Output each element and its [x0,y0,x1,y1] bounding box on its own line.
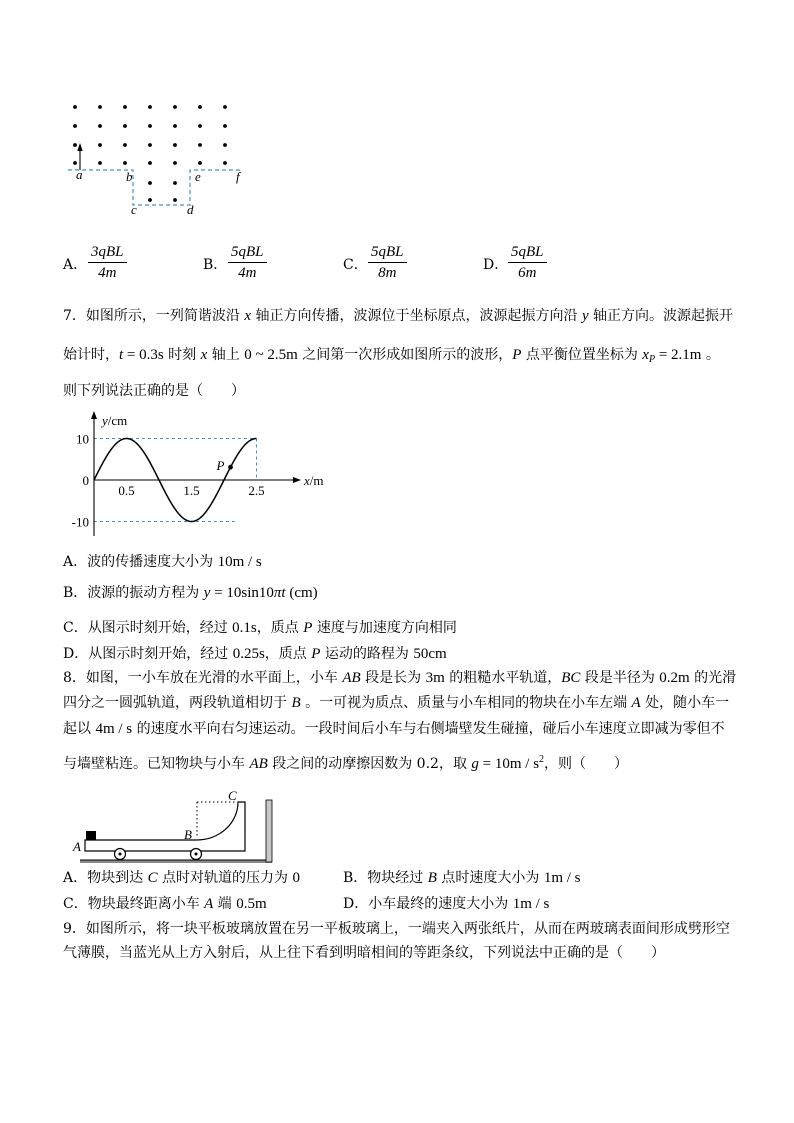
q8-stem-line-3 [63,719,725,739]
text-run: 。一可视为质点、质量与小车相同的物块在小车左端 [300,695,632,711]
point-label-f: f [236,169,240,184]
field-dot [223,105,227,109]
field-dot [73,105,77,109]
math-text: P [512,347,522,363]
math-text: A [204,896,214,912]
field-dot [173,198,177,202]
wheel-right-hub [195,853,198,856]
math-text: = 10m / s [478,756,540,772]
text-run: 与墙壁粘连。已知物块与小车 [63,756,250,772]
math-text: x [200,347,208,363]
field-dot [123,105,127,109]
field-dot [223,143,227,147]
text-run: 7．如图所示，一列简谐波沿 [63,308,245,324]
q7-stem-line-1 [63,306,733,326]
y-axis-variable: y [102,413,108,428]
fraction-denominator: 4m [98,265,117,281]
math-text: y [581,308,589,324]
x-tick-label: 1.5 [183,483,200,498]
text-run: C．从图示时刻开始，经过 [63,620,233,636]
q7-stem-line-3 [63,381,245,401]
text-run: ，质点 [264,646,312,662]
point-label-a: A [73,839,81,854]
q8-option-a [63,868,300,888]
x-axis-arrow-icon [293,477,301,483]
text-run: 点时对轨道的压力为 [157,870,293,886]
field-dot [123,161,127,165]
field-dot [148,105,152,109]
text-run: A．物块到达 [63,870,148,886]
fraction-denominator: 4m [238,265,257,281]
y-tick-label: 0 [82,473,89,488]
x-axis-unit: /m [309,473,324,488]
field-dot [148,161,152,165]
text-run: 之间第一次形成如图所示的波形， [297,347,513,363]
field-dot [223,161,227,165]
text-run: C．物块最终距离小车 [63,896,205,912]
field-dot [223,124,227,128]
text-run: 轴正方向。波源起振开 [588,308,734,324]
text-run: B．波源的振动方程为 [63,585,204,601]
math-text: P [303,620,313,636]
point-label-c: C [228,788,237,803]
text-run: 点时速度大小为 [436,870,544,886]
math-text: 0.5m [236,896,267,912]
field-dot [98,143,102,147]
option-letter: B． [203,257,228,273]
math-text: AB [342,670,361,686]
text-run: 速度与加速度方向相同 [312,620,457,636]
point-label-e: e [195,169,201,184]
point-label-b: b [126,169,133,184]
q8-stem-line-4 [63,750,628,774]
math-text: 0.25s [232,646,265,662]
text-run: 轴上 [207,347,245,363]
field-dot [98,161,102,165]
math-text: x [244,308,252,324]
text-run: 则下列说法正确的是（ ） [63,383,245,399]
q8-option-b [343,868,581,888]
math-text: g [471,756,479,772]
text-run: 运动的路程为 [320,646,414,662]
fraction-numerator: 5qBL [368,243,407,263]
field-dot [173,124,177,128]
fraction-numerator: 5qBL [508,243,547,263]
y-tick-label: 10 [76,431,89,447]
fraction [508,243,547,284]
text-run: 点平衡位置坐标为 [521,347,643,363]
text-run: 段是半径为 [580,670,660,686]
option-letter: C． [343,257,368,273]
fraction [88,243,127,284]
wave-graph [60,405,335,540]
y-axis-label [100,413,127,428]
option-letter: D． [483,257,509,273]
point-label-c: c [131,202,137,217]
text-run: D．小车最终的速度大小为 [343,896,513,912]
field-dot [173,181,177,185]
field-dot [123,143,127,147]
math-text: = 10sin10 [210,585,274,601]
text-run: ，则（ ） [544,756,629,772]
option-letter: A． [63,257,88,273]
text-run: 起以 [63,721,96,737]
math-text: C [147,870,158,886]
math-text: (cm) [285,585,318,601]
cart-figure [70,785,280,867]
math-text: P [311,646,321,662]
y-axis-unit: /cm [107,413,128,428]
text-run: 时刻 [163,347,201,363]
math-text: 0 ~ 2.5m [244,347,298,363]
text-run: 9．如图所示，将一块平板玻璃放置在另一平板玻璃上，一端夹入两张纸片，从而在两玻璃表面间形成劈形空 [63,921,730,937]
field-dot [198,143,202,147]
field-dot [198,105,202,109]
field-boundary-dashed-line [68,170,240,205]
math-text: 1m / s [543,870,581,886]
field-dots [73,105,227,202]
text-run: 气薄膜，当蓝光从上方入射后，从上往下看到明暗相间的等距条纹，下列说法中正确的是（ ） [63,945,665,961]
x-axis-variable: x [304,473,310,488]
field-dot [73,161,77,165]
field-dot [148,198,152,202]
field-dot [73,143,77,147]
text-run: 端 [213,896,237,912]
point-label-b: B [184,827,192,842]
text-run: 始计时， [63,347,119,363]
wheel-left-hub [119,853,122,856]
field-dot [148,181,152,185]
field-dot [198,124,202,128]
q7-option-b [63,583,318,603]
math-text: y [203,585,211,601]
math-text: t [119,347,124,363]
q8-stem-line-2 [63,693,729,713]
text-run: 段是长为 [360,670,426,686]
q6-option-d [483,243,603,287]
q9-stem-line-1 [63,919,730,939]
point-p-label: P [216,458,225,474]
block [86,831,96,840]
field-dot [123,124,127,128]
text-run: D．从图示时刻开始，经过 [63,646,233,662]
field-dot [173,161,177,165]
math-text: AB [249,756,268,772]
math-text: 10m / s [217,554,262,570]
math-text: B [291,695,301,711]
q8-option-c [63,894,267,914]
magnetic-field-figure [60,95,260,220]
math-text: 2 [539,754,545,765]
fraction [228,243,267,284]
q9-stem-line-2 [63,943,665,963]
text-run: 段之间的动摩擦因数为 0.2，取 [267,756,472,772]
point-p-marker [228,465,233,470]
field-dot [148,143,152,147]
math-text: 1m / s [512,896,550,912]
math-text: πt [273,585,286,601]
text-run: 。 [701,347,720,363]
y-tick-label: -10 [71,514,89,530]
math-text: = 2.1m [655,347,702,363]
q6-option-c [343,243,463,287]
q7-option-a [63,552,262,572]
math-text: x [642,347,649,363]
text-run: 处，随小车一 [640,695,730,711]
fraction [368,243,407,284]
y-axis-arrow-icon [91,411,97,419]
field-dot [73,124,77,128]
math-text: 0.1s [232,620,257,636]
point-label-d: d [187,202,194,217]
text-run: 轴正方向传播，波源位于坐标原点，波源起振方向沿 [251,308,582,324]
text-run: 的光滑 [689,670,737,686]
text-run: 的速度水平向右匀速运动。一段时间后小车与右侧墙壁发生碰撞，碰后小车速度立即减为零但不 [132,721,725,737]
math-text: = 0.3s [123,347,164,363]
field-dot [198,161,202,165]
fraction-numerator: 3qBL [88,243,127,263]
math-text: BC [561,670,581,686]
math-text: B [427,870,437,886]
q6-option-b [203,243,323,287]
x-tick-label: 0.5 [118,483,135,498]
field-dot [173,143,177,147]
q6-option-a [63,243,183,287]
x-tick-label: 2.5 [248,483,265,498]
fraction-numerator: 5qBL [228,243,267,263]
field-dot [148,124,152,128]
text-run: 的粗糙水平轨道， [444,670,562,686]
q7-option-c [63,618,457,638]
q8-option-d [343,894,549,914]
math-text: 3m [425,670,445,686]
point-label-a: a [76,167,83,182]
field-dot [173,105,177,109]
right-wall [266,800,272,862]
velocity-arrow-head-icon [77,143,82,151]
math-text: 0.2m [659,670,690,686]
point-p-group [216,458,233,473]
fraction-denominator: 8m [378,265,397,281]
math-text: 4m / s [95,721,133,737]
text-run: 四分之一圆弧轨道，两段轨道相切于 [63,695,292,711]
math-text: 0 [292,870,300,886]
field-dot [98,124,102,128]
text-run: A．波的传播速度大小为 [63,554,218,570]
q7-stem-line-2 [63,345,720,370]
x-axis-label [303,473,324,488]
text-run: 8．如图，一小车放在光滑的水平面上，小车 [63,670,343,686]
fraction-denominator: 6m [518,265,537,281]
field-dot [98,105,102,109]
text-run: ，质点 [256,620,304,636]
math-text: 50cm [413,646,447,662]
q8-stem-line-1 [63,668,736,688]
math-text: P [648,354,656,365]
math-text: A [631,695,641,711]
cart-body [85,802,245,851]
text-run: B．物块经过 [343,870,428,886]
q7-option-d [63,644,447,664]
